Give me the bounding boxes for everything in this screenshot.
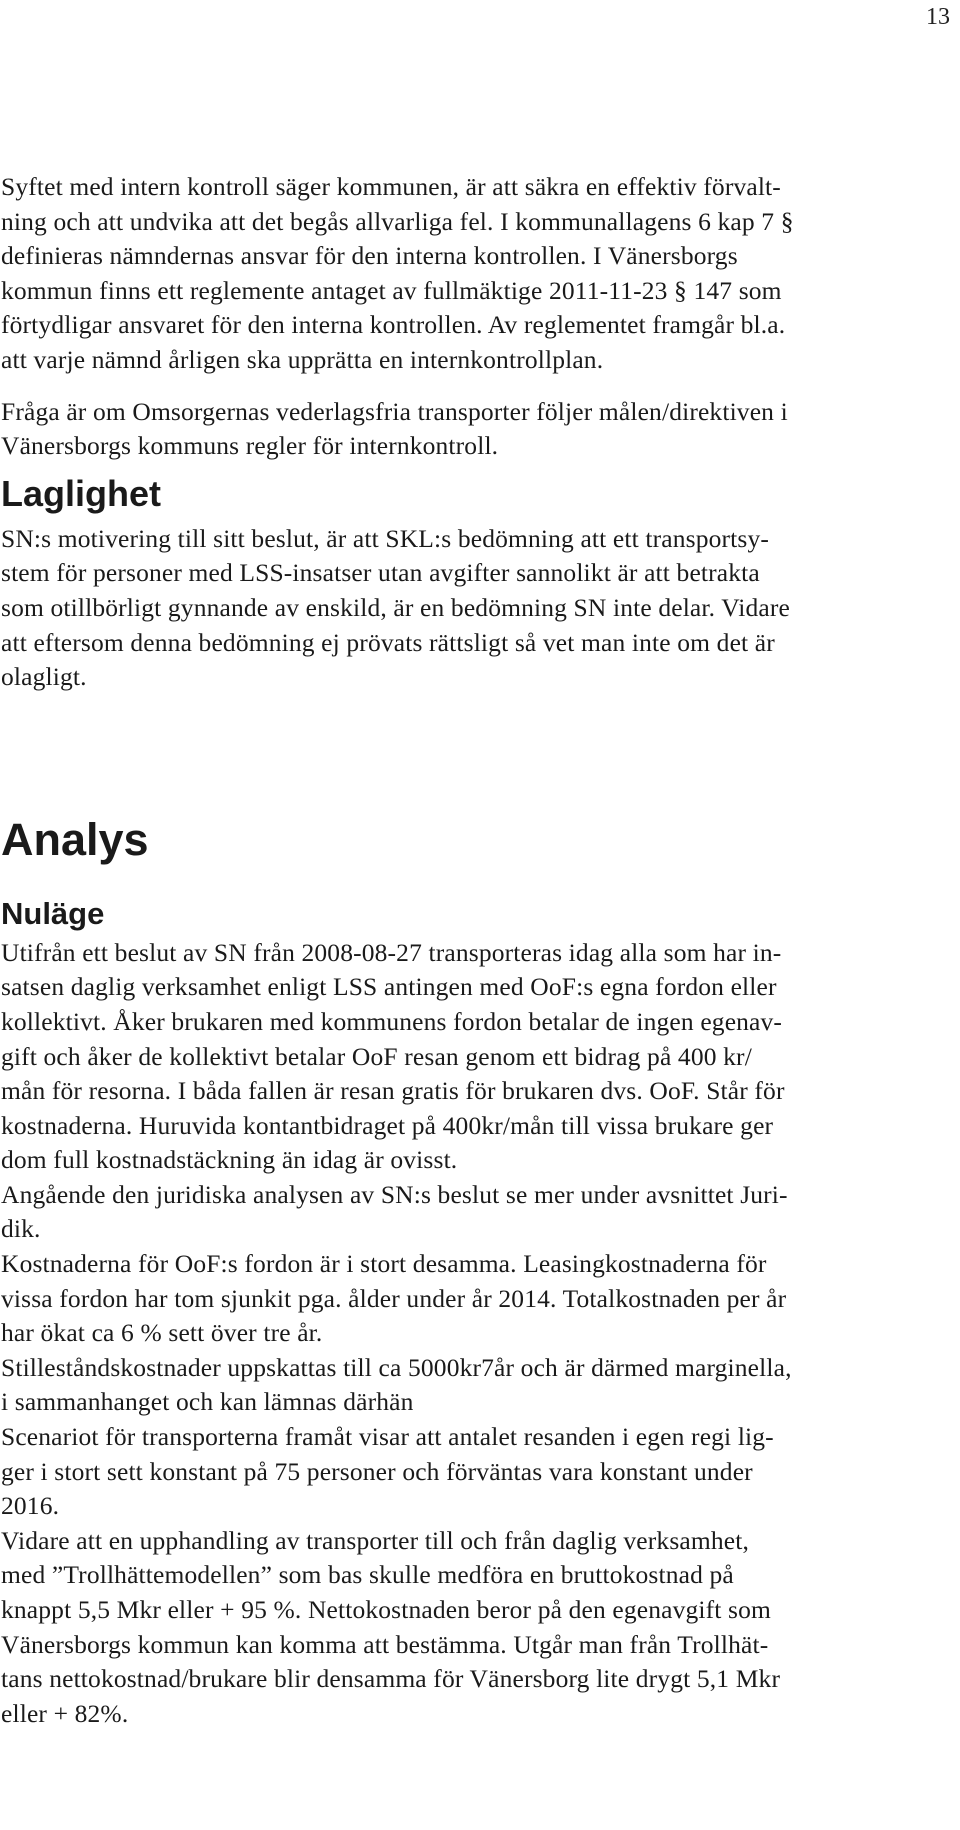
text-line: Kostnaderna för OoF:s fordon är i stort desamma. Leasingkostnaderna för — [1, 1249, 767, 1279]
text-line: ger i stort sett konstant på 75 personer och förväntas vara konstant under — [1, 1456, 753, 1486]
text-line: gift och åker de kollektivt betalar OoF resan genom ett bidrag på 400 kr/ — [1, 1041, 752, 1071]
text-line: Angående den juridiska analysen av SN:s beslut se mer under avsnittet Juri- — [1, 1179, 788, 1209]
text-line: kommun finns ett reglemente antaget av fullmäktige 2011-11-23 § 147 som — [1, 275, 782, 305]
text-line: Stilleståndskostnader uppskattas till ca 5000kr7år och är därmed marginella, — [1, 1352, 792, 1382]
text-line: 2016. — [1, 1491, 60, 1521]
text-line: satsen daglig verksamhet enligt LSS antingen med OoF:s egna fordon eller — [1, 972, 777, 1002]
heading-laglighet: Laglighet — [1, 472, 161, 514]
text-line: eller + 82%. — [1, 1698, 129, 1728]
paragraph-question — [1, 395, 956, 464]
text-line: kostnaderna. Huruvida kontantbidraget på 400kr/mån till vissa brukare ger — [1, 1110, 774, 1140]
text-line: dom full kostnadstäckning än idag är ovisst. — [1, 1145, 458, 1175]
text-line: kollektivt. Åker brukaren med kommunens fordon betalar de ingen egenav- — [1, 1006, 783, 1036]
text-line: mån för resorna. I båda fallen är resan gratis för brukaren dvs. OoF. Står för — [1, 1076, 785, 1106]
paragraph-laglighet — [1, 522, 956, 695]
text-line: som otillbörligt gynnande av enskild, är en bedömning SN inte delar. Vidare — [1, 592, 790, 622]
heading-spacer — [1, 870, 956, 892]
heading-spacer — [1, 464, 956, 472]
paragraph-internal-control — [1, 170, 956, 378]
text-line: olagligt. — [1, 662, 87, 692]
section-spacer — [1, 695, 956, 810]
text-line: med ”Trollhättemodellen” som bas skulle medföra en bruttokostnad på — [1, 1560, 734, 1590]
text-line: att eftersom denna bedömning ej prövats rättsligt så vet man inte om det är — [1, 627, 775, 657]
text-line: har ökat ca 6 % sett över tre år. — [1, 1318, 323, 1348]
text-line: Scenariot för transporterna framåt visar att antalet resanden i egen regi lig- — [1, 1422, 774, 1452]
text-line: definieras nämndernas ansvar för den interna kontrollen. I Vänersborgs — [1, 241, 738, 271]
text-line: Fråga är om Omsorgernas vederlagsfria transporter följer målen/direktiven i — [1, 396, 788, 426]
text-line: Vänersborgs kommun kan komma att bestämma. Utgår man från Trollhät- — [1, 1629, 769, 1659]
text-line: Utifrån ett beslut av SN från 2008-08-27 transporteras idag alla som har in- — [1, 937, 782, 967]
document-body — [1, 170, 956, 1731]
text-line: dik. — [1, 1214, 41, 1244]
text-line: Vänersborgs kommuns regler för internkontroll. — [1, 431, 499, 461]
text-line: ning och att undvika att det begås allvarliga fel. I kommunallagens 6 kap 7 § — [1, 206, 794, 236]
paragraph-nulage — [1, 936, 956, 1732]
heading-analys: Analys — [1, 813, 149, 865]
text-line: Syftet med intern kontroll säger kommunen, är att säkra en effektiv förvalt- — [1, 172, 781, 201]
heading-nulage: Nuläge — [1, 895, 105, 931]
text-line: SN:s motivering till sitt beslut, är att SKL:s bedömning att ett transportsy- — [1, 523, 769, 553]
page-number: 13 — [926, 4, 950, 30]
text-line: vissa fordon har tom sjunkit pga. ålder under år 2014. Totalkostnaden per år — [1, 1283, 787, 1313]
text-line: tans nettokostnad/brukare blir densamma för Vänersborg lite drygt 5,1 Mkr — [1, 1664, 781, 1694]
text-line: knappt 5,5 Mkr eller + 95 %. Nettokostnaden beror på den egenavgift som — [1, 1595, 771, 1624]
text-line: Vidare att en upphandling av transporter till och från daglig verksamhet, — [1, 1525, 749, 1555]
text-line: stem för personer med LSS-insatser utan avgifter sannolikt är att betrakta — [1, 558, 760, 588]
text-line: förtydligar ansvaret för den interna kontrollen. Av reglementet framgår bl.a. — [1, 310, 786, 340]
text-line: att varje nämnd årligen ska upprätta en internkontrollplan. — [1, 344, 604, 374]
paragraph-spacer — [1, 378, 956, 395]
text-line: i sammanhanget och kan lämnas därhän — [1, 1387, 414, 1417]
